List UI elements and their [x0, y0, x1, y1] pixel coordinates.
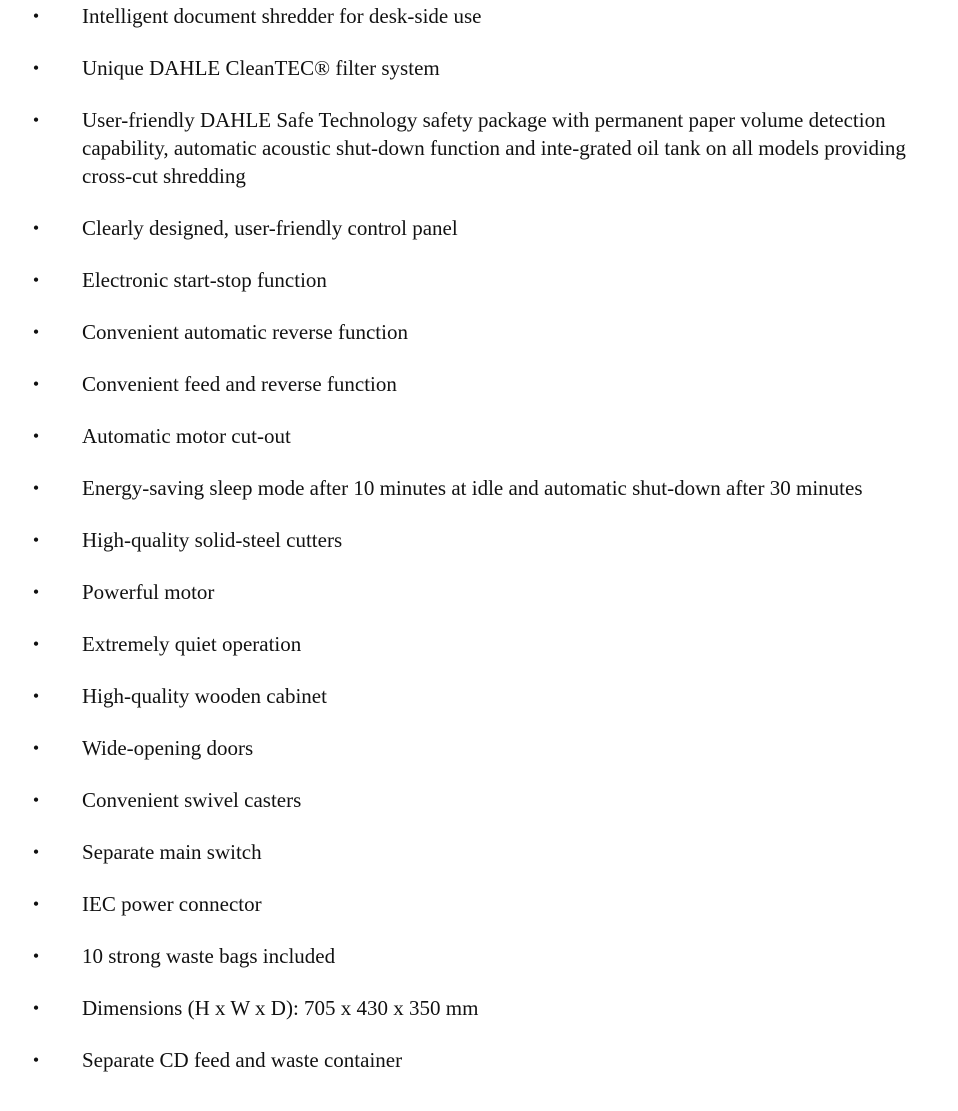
list-item [0, 682, 958, 710]
bullet-icon: • [32, 58, 40, 78]
list-item-text: Energy-saving sleep mode after 10 minutes at idle and automatic shut-down after 30 minutes [82, 476, 863, 500]
list-item-text: Convenient feed and reverse function [82, 372, 397, 396]
list-item [0, 630, 958, 658]
bullet-icon: • [32, 738, 40, 758]
list-item-text: Dimensions (H x W x D): 705 x 430 x 350 mm [82, 996, 479, 1020]
list-item [0, 214, 958, 242]
list-item-text: Unique DAHLE CleanTEC® filter system [82, 56, 440, 80]
list-item [0, 890, 958, 918]
bullet-icon: • [32, 842, 40, 862]
bullet-icon: • [32, 218, 40, 238]
list-item [0, 994, 958, 1022]
bullet-icon: • [32, 894, 40, 914]
list-item [0, 838, 958, 866]
list-item-text: Extremely quiet operation [82, 632, 302, 656]
bullet-icon: • [32, 374, 40, 394]
bullet-icon: • [32, 998, 40, 1018]
list-item [0, 734, 958, 762]
list-item [0, 2, 958, 30]
list-item-text: High-quality solid-steel cutters [82, 528, 343, 552]
list-item-text: IEC power connector [82, 892, 262, 916]
list-item-text: High-quality wooden cabinet [82, 684, 327, 708]
bullet-icon: • [32, 790, 40, 810]
list-item-text: User-friendly DAHLE Safe Technology safety package with permanent paper volume detection capability, automatic acoustic shut-down function and inte-grated oil tank on all models providing cross-cut shredding [82, 108, 906, 188]
list-item [0, 54, 958, 82]
bullet-icon: • [32, 582, 40, 602]
list-item-text: Convenient swivel casters [82, 788, 302, 812]
list-item [0, 318, 958, 346]
bullet-icon: • [32, 946, 40, 966]
bullet-icon: • [32, 530, 40, 550]
list-item [0, 1046, 958, 1074]
bullet-icon: • [32, 478, 40, 498]
list-item [0, 422, 958, 450]
list-item-text: Convenient automatic reverse function [82, 320, 408, 344]
bullet-icon: • [32, 270, 40, 290]
list-item [0, 526, 958, 554]
bullet-icon: • [32, 6, 40, 26]
list-item-text: Separate main switch [82, 840, 262, 864]
bullet-icon: • [32, 426, 40, 446]
bullet-icon: • [32, 322, 40, 342]
list-item [0, 578, 958, 606]
list-item-text: Electronic start-stop function [82, 268, 327, 292]
bullet-icon: • [32, 1050, 40, 1070]
list-item-text: Separate CD feed and waste container [82, 1048, 403, 1072]
bullet-icon: • [32, 634, 40, 654]
list-item [0, 786, 958, 814]
list-item-text: Clearly designed, user-friendly control panel [82, 216, 458, 240]
list-item [0, 474, 958, 502]
list-item-text: Intelligent document shredder for desk-side use [82, 4, 482, 28]
list-item [0, 942, 958, 970]
list-item-text: Powerful motor [82, 580, 215, 604]
list-item-text: 10 strong waste bags included [82, 944, 336, 968]
feature-list [0, 2, 958, 1098]
list-item [0, 106, 958, 190]
list-item [0, 370, 958, 398]
list-item-text: Wide-opening doors [82, 736, 254, 760]
list-item-text: Automatic motor cut-out [82, 424, 291, 448]
bullet-icon: • [32, 686, 40, 706]
bullet-icon: • [32, 110, 40, 130]
list-item [0, 266, 958, 294]
